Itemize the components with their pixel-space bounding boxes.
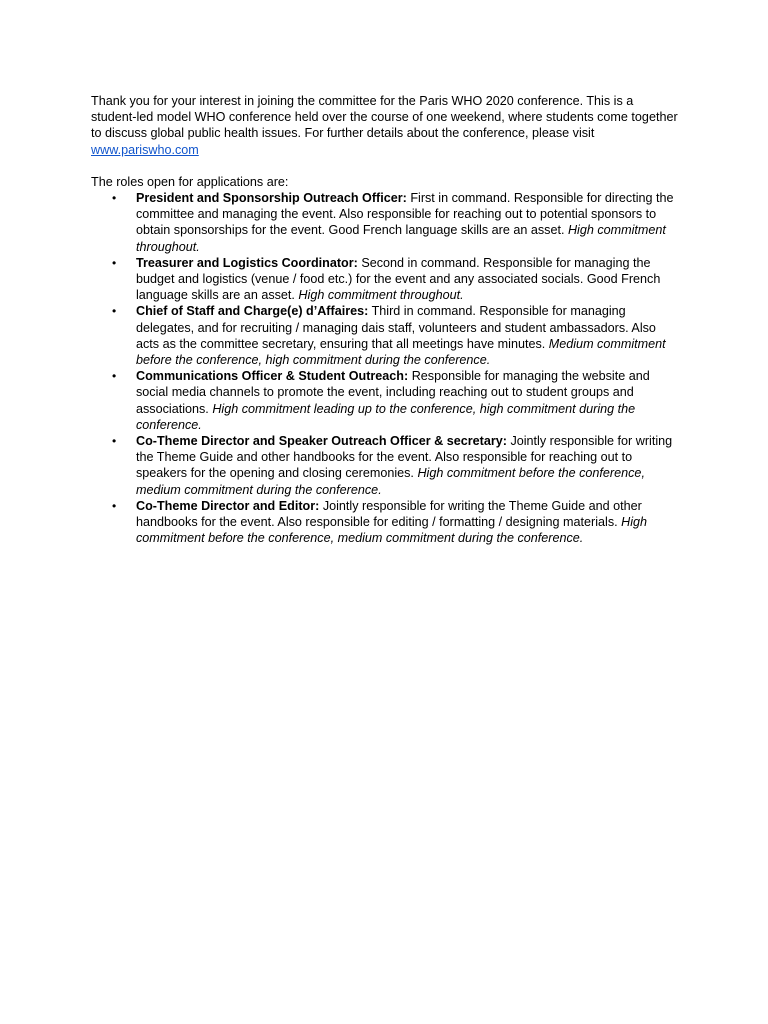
intro-paragraph	[91, 93, 680, 158]
role-title: Chief of Staff and Charge(e) d’Affaires:	[136, 304, 369, 319]
bullet-icon: •	[112, 369, 117, 384]
role-description: First in command. Responsible for directing the committee and managing the event. Also responsible for reaching out to potential sponsors to obtain sponsorships for the event. Good French language skills are an asset.	[136, 191, 674, 238]
roles-heading: The roles open for applications are:	[91, 174, 289, 189]
role-item-communications	[112, 368, 680, 433]
bullet-icon: •	[112, 498, 117, 513]
role-item-chief-of-staff	[112, 303, 680, 368]
role-commitment: High commitment throughout.	[298, 288, 464, 303]
role-commitment: High commitment leading up to the conference, high commitment during the conference.	[136, 401, 636, 432]
role-title: Communications Officer & Student Outreach:	[136, 369, 409, 384]
role-title: President and Sponsorship Outreach Officer:	[136, 191, 407, 206]
role-description: Second in command. Responsible for managing the budget and logistics (venue / food etc.) for the event and any associated socials. Good French language skills are an asset.	[136, 255, 661, 303]
role-description: Responsible for managing the website and social media channels to promote the event, including reaching out to student groups and associations.	[136, 369, 650, 416]
role-title: Treasurer and Logistics Coordinator:	[136, 255, 358, 270]
website-link[interactable]: www.pariswho.com	[91, 142, 199, 157]
intro-text: Thank you for your interest in joining the committee for the Paris WHO 2020 conference. This is a student-led model WHO conference held over the course of one weekend, where students come together to discuss global public health issues. For further details about the conference, please visit	[91, 94, 678, 141]
role-item-co-theme-speaker	[112, 433, 680, 498]
role-commitment: High commitment before the conference, medium commitment during the conference.	[136, 466, 645, 497]
role-title: Co-Theme Director and Editor:	[136, 498, 320, 513]
bullet-icon: •	[112, 434, 117, 449]
role-item-co-theme-editor	[112, 498, 680, 547]
role-item-treasurer	[112, 255, 680, 304]
bullet-icon: •	[112, 304, 117, 319]
bullet-icon: •	[112, 255, 117, 270]
role-commitment: High commitment throughout.	[136, 223, 666, 254]
role-description: Jointly responsible for writing the Theme Guide and other handbooks for the event. Also responsible for reaching out to speakers for the opening and closing ceremonies.	[136, 434, 673, 481]
role-commitment: High commitment before the conference, medium commitment during the conference.	[136, 515, 648, 546]
role-item-president	[112, 190, 680, 255]
role-description: Third in command. Responsible for managing delegates, and for recruiting / managing dais staff, volunteers and student ambassadors. Also acts as the committee secretary, ensuring that all meetings have minutes.	[136, 304, 656, 351]
roles-list	[91, 190, 680, 546]
role-description: Jointly responsible for writing the Theme Guide and other handbooks for the event. Also responsible for editing / formatting / designing materials.	[136, 498, 642, 530]
role-title: Co-Theme Director and Speaker Outreach Officer & secretary:	[136, 434, 507, 449]
role-commitment: Medium commitment before the conference, high commitment during the conference.	[136, 336, 666, 368]
bullet-icon: •	[112, 191, 117, 206]
